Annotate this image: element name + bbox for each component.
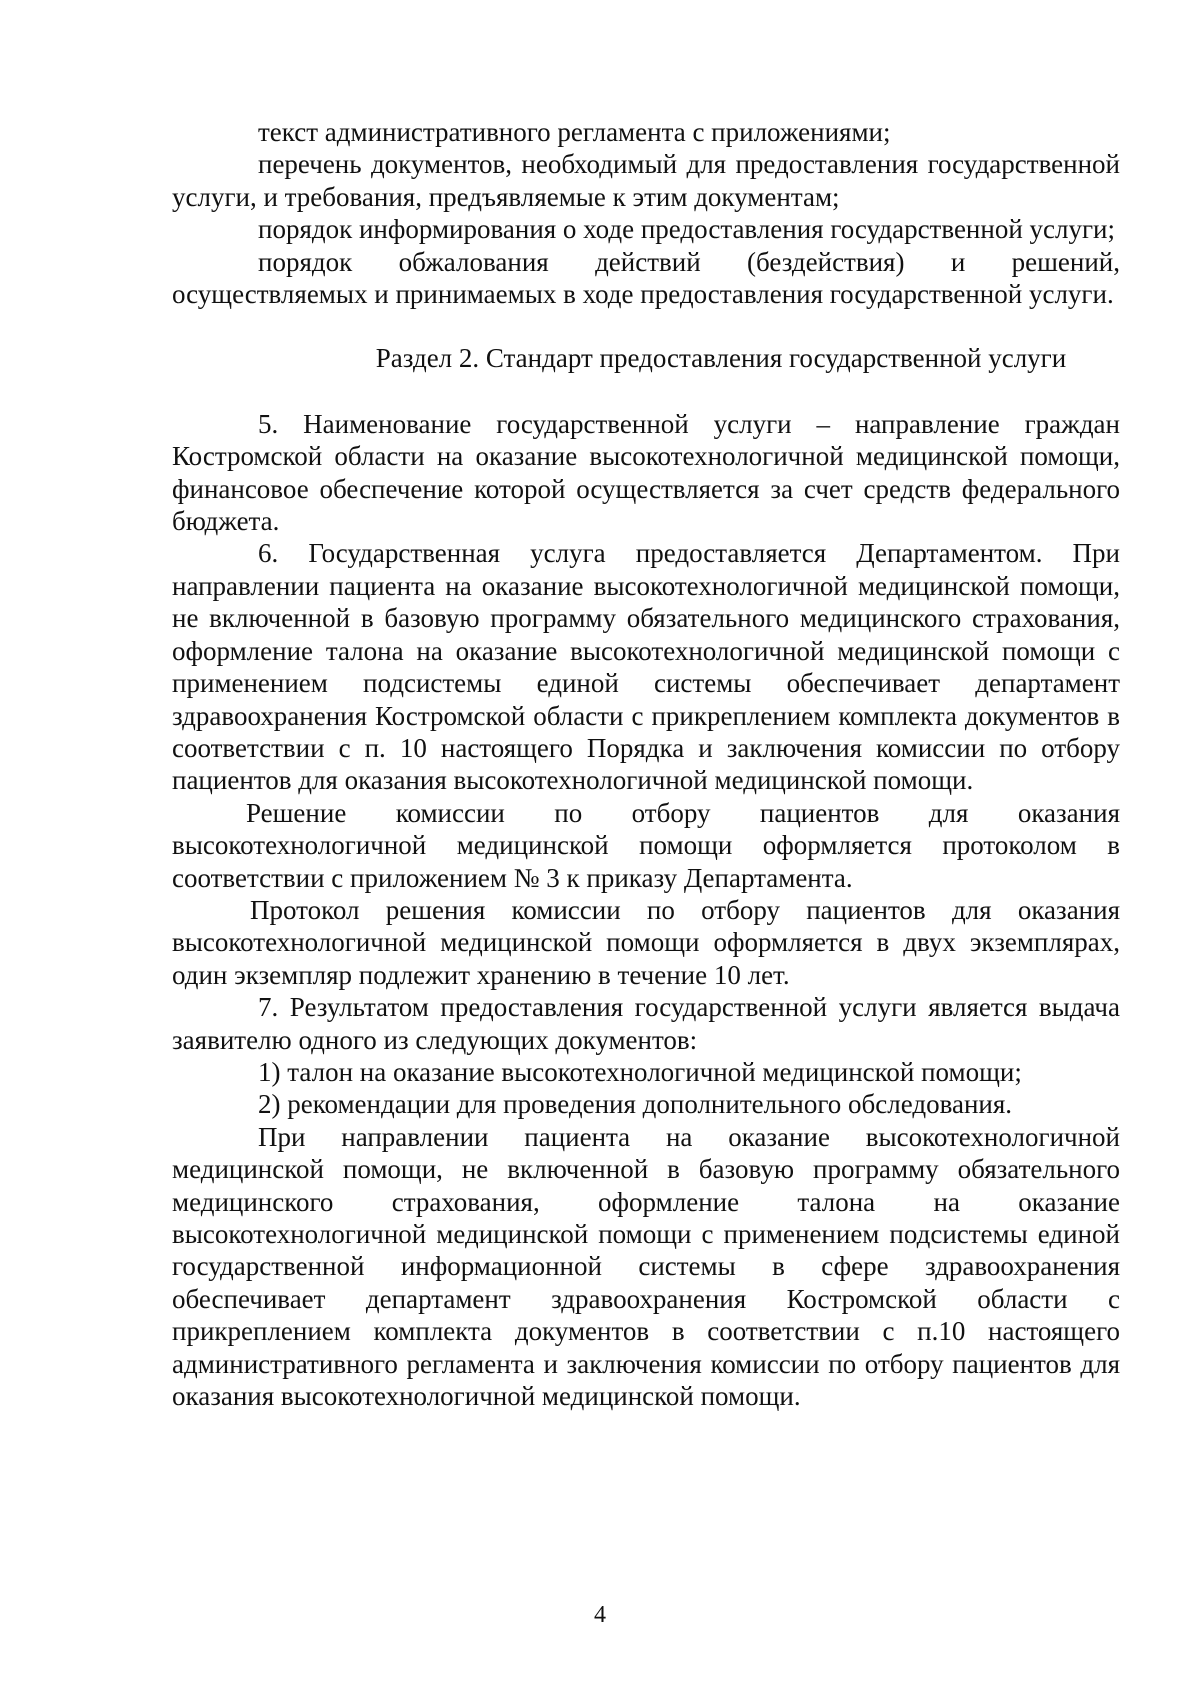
paragraph-referral: При направлении пациента на оказание высокотехнологичной медицинской помощи, не включенной в базовую программу обязательного медицинского страхования, оформление талона на оказание высокотехнологичной медицинской помощи с применением подсистемы единой государственной информационной системы в сфере здравоохранения обеспечивает департамент здравоохранения Костромской области с прикреплением комплекта документов в соответствии с п.10 настоящего административного регламента и заключения комиссии по отбору пациентов для оказания высокотехнологичной медицинской помощи.: [172, 1121, 1120, 1412]
list-item-2: 2) рекомендации для проведения дополнительного обследования.: [258, 1089, 1013, 1120]
document-body: [172, 116, 1120, 1412]
paragraph-commission-decision: Решение комиссии по отбору пациентов для оказания высокотехнологичной медицинской помощи оформляется протоколом в соответствии с приложением № 3 к приказу Департамента.: [172, 797, 1120, 893]
paragraph-informing-procedure: порядок информирования о ходе предоставления государственной услуги;: [258, 214, 1116, 245]
paragraph-regulation-text: текст административного регламента с приложениями;: [258, 117, 891, 147]
paragraph-item-5: 5. Наименование государственной услуги – направление граждан Костромской области на оказание высокотехнологичной медицинской помощи, финансовое обеспечение которой осуществляется за счет средств федерального бюджета.: [172, 408, 1120, 537]
list-item-1: 1) талон на оказание высокотехнологичной медицинской помощи;: [258, 1056, 1022, 1087]
paragraph-item-7: 7. Результатом предоставления государственной услуги является выдача заявителю одного из следующих документов:: [172, 992, 1120, 1055]
paragraph-item-6: 6. Государственная услуга предоставляется Департаментом. При направлении пациента на оказание высокотехнологичной медицинской помощи, не включенной в базовую программу обязательного медицинского страхования, оформление талона на оказание высокотехнологичной медицинской помощи с применением подсистемы единой системы обеспечивает департамент здравоохранения Костромской области с прикреплением комплекта документов в соответствии с п. 10 настоящего Порядка и заключения комиссии по отбору пациентов для оказания высокотехнологичной медицинской помощи.: [172, 538, 1120, 796]
page-number: 4: [594, 1602, 606, 1628]
paragraph-appeal-procedure: порядок обжалования действий (бездействия) и решений, осуществляемых и принимаемых в ходе предоставления государственной услуги.: [172, 246, 1120, 310]
section-heading: Раздел 2. Стандарт предоставления государственной услуги: [375, 343, 1067, 374]
paragraph-documents-list: перечень документов, необходимый для предоставления государственной услуги, и требования, предъявляемые к этим документам;: [172, 149, 1120, 212]
paragraph-commission-protocol: Протокол решения комиссии по отбору пациентов для оказания высокотехнологичной медицинской помощи оформляется в двух экземплярах, один экземпляр подлежит хранению в течение 10 лет.: [172, 894, 1120, 990]
